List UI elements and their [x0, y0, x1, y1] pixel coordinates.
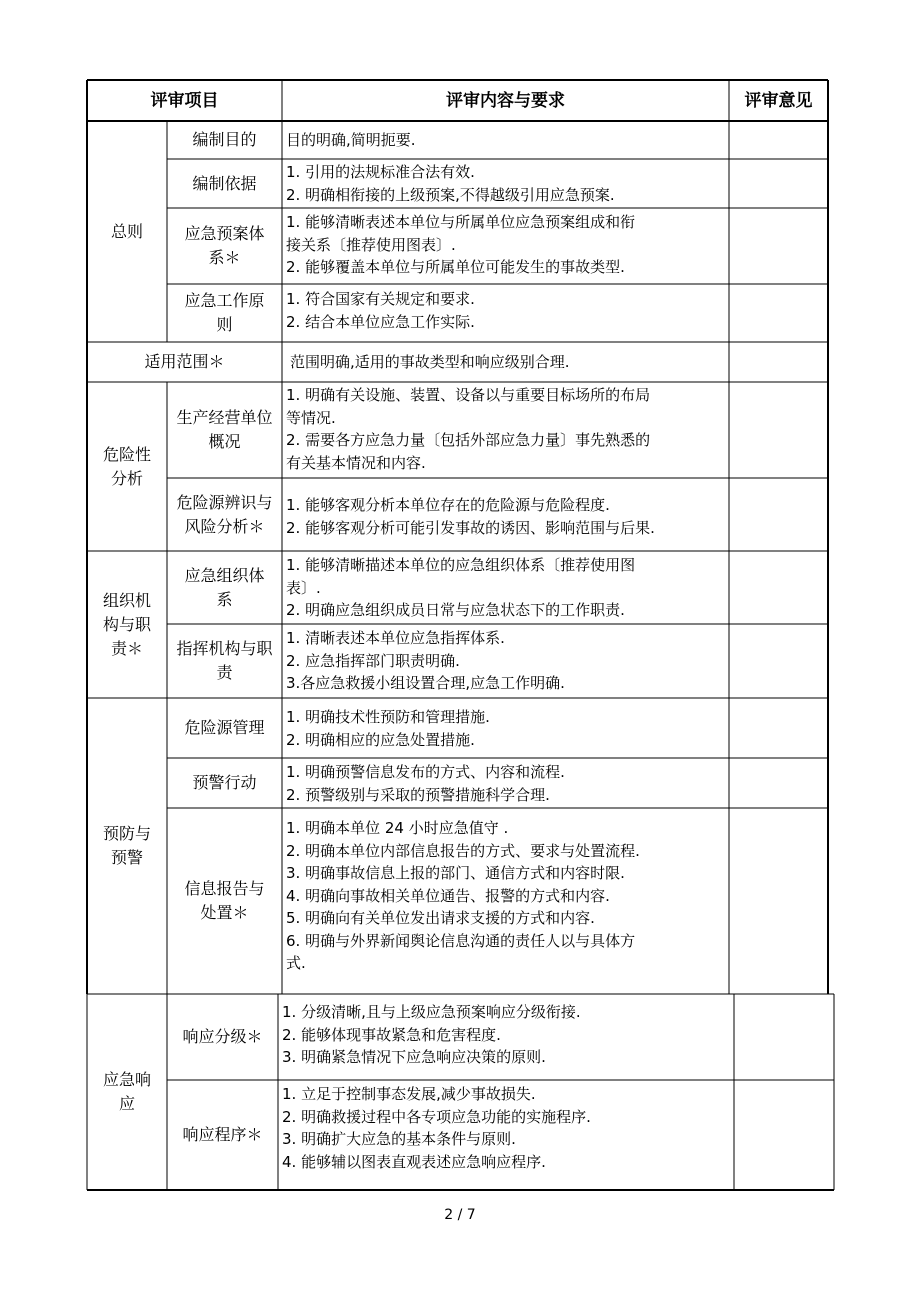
content-principle — [286, 288, 475, 333]
content-line: 3.各应急救援小组设置合理,应急工作明确. — [286, 674, 565, 692]
item-overview: 生产经营单位概况 — [176, 408, 273, 451]
content-line: 2. 明确本单位内部信息报告的方式、要求与处置流程. — [286, 841, 640, 860]
item-command: 指挥机构与职责 — [176, 639, 273, 682]
item-report: 信息报告与处置＊ — [184, 879, 265, 922]
content-line: 2. 明确救援过程中各专项应急功能的实施程序. — [282, 1107, 591, 1126]
content-line: 2. 需要各方应急力量〔包括外部应急力量〕事先熟悉的 — [286, 431, 651, 449]
section-hazard: 危险性分析 — [102, 444, 151, 488]
content-command — [286, 627, 565, 695]
content-identify — [286, 494, 655, 539]
content-orgsys — [286, 554, 635, 622]
content-line: 1. 明确有关设施、装置、设备以与重要目标场所的布局 — [286, 386, 651, 404]
content-line: 2. 明确相衔接的上级预案,不得越级引用应急预案. — [286, 185, 615, 204]
item-identify: 危险源辨识与风险分析＊ — [176, 492, 273, 536]
content-line: 3. 明确紧急情况下应急响应决策的原则. — [282, 1048, 546, 1066]
section-general: 总则 — [110, 221, 143, 241]
content-line: 目的明确,简明扼要. — [286, 131, 416, 149]
content-line: 1. 分级清晰,且与上级应急预案响应分级衔接. — [282, 1003, 581, 1021]
content-line: 1. 符合国家有关规定和要求. — [286, 290, 475, 308]
header-opinion: 评审意见 — [744, 90, 813, 111]
content-report — [286, 817, 640, 975]
item-orgsys: 应急组织体系 — [184, 565, 265, 609]
item-system: 应急预案体系＊ — [184, 224, 265, 267]
item-hzmgmt: 危险源管理 — [184, 718, 265, 737]
content-system — [286, 211, 635, 279]
page-number: 2 / 7 — [444, 1207, 476, 1223]
content-line: 1. 引用的法规标准合法有效. — [286, 163, 475, 181]
content-line: 范围明确,适用的事故类型和响应级别合理. — [290, 353, 570, 371]
content-line: 2. 结合本单位应急工作实际. — [286, 312, 475, 331]
item-procedure: 响应程序＊ — [182, 1125, 263, 1144]
item-level: 响应分级＊ — [182, 1027, 263, 1046]
content-line: 2. 应急指挥部门职责明确. — [286, 651, 460, 670]
content-overview — [286, 384, 650, 474]
content-line: 1. 清晰表述本单位应急指挥体系. — [286, 629, 505, 647]
content-line: 2. 明确相应的应急处置措施. — [286, 730, 475, 749]
item-basis: 编制依据 — [192, 173, 257, 193]
section-scope: 适用范围＊ — [144, 352, 225, 371]
content-line: 1. 能够客观分析本单位存在的危险源与危险程度. — [286, 496, 610, 514]
header-item: 评审项目 — [150, 90, 219, 111]
content-level — [282, 1001, 581, 1069]
content-line: 1. 明确预警信息发布的方式、内容和流程. — [286, 763, 565, 781]
content-procedure — [282, 1083, 591, 1173]
content-line: 3. 明确事故信息上报的部门、通信方式和内容时限. — [286, 864, 625, 882]
content-line: 等情况. — [286, 408, 336, 427]
section-response: 应急响应 — [102, 1070, 151, 1113]
content-line: 4. 能够辅以图表直观表述应急响应程序. — [282, 1152, 546, 1171]
content-line: 1. 明确技术性预防和管理措施. — [286, 708, 490, 726]
content-purpose — [286, 129, 416, 152]
content-line: 1. 能够清晰描述本单位的应急组织体系〔推荐使用图 — [286, 556, 636, 574]
content-line: 2. 能够覆盖本单位与所属单位可能发生的事故类型. — [286, 258, 625, 276]
content-line: 接关系〔推荐使用图表〕. — [286, 235, 456, 254]
content-line: 有关基本情况和内容. — [286, 453, 426, 472]
content-line: 2. 明确应急组织成员日常与应急状态下的工作职责. — [286, 601, 625, 619]
header-content: 评审内容与要求 — [446, 90, 565, 111]
content-line: 2. 预警级别与采取的预警措施科学合理. — [286, 785, 550, 804]
item-warning: 预警行动 — [192, 773, 257, 792]
content-basis — [286, 161, 615, 206]
content-scope — [290, 351, 570, 374]
section-org: 组织机构与职责＊ — [102, 590, 151, 658]
content-line: 1. 明确本单位 24 小时应急值守 . — [286, 819, 509, 837]
content-line: 表〕. — [286, 578, 321, 597]
content-line: 式. — [286, 954, 306, 972]
item-principle: 应急工作原则 — [184, 291, 265, 334]
content-line: 1. 立足于控制事态发展,减少事故损失. — [282, 1085, 536, 1103]
item-purpose: 编制目的 — [192, 130, 257, 149]
content-line: 2. 能够体现事故紧急和危害程度. — [282, 1025, 501, 1044]
content-line: 3. 明确扩大应急的基本条件与原则. — [282, 1130, 516, 1148]
content-line: 5. 明确向有关单位发出请求支援的方式和内容. — [286, 909, 595, 927]
content-warning — [286, 761, 565, 806]
content-line: 4. 明确向事故相关单位通告、报警的方式和内容. — [286, 886, 610, 905]
content-hzmgmt — [286, 706, 490, 751]
content-line: 1. 能够清晰表述本单位与所属单位应急预案组成和衔 — [286, 213, 636, 231]
content-line: 2. 能够客观分析可能引发事故的诱因、影响范围与后果. — [286, 518, 655, 537]
section-prevent: 预防与预警 — [102, 824, 151, 867]
content-line: 6. 明确与外界新闻舆论信息沟通的责任人以与具体方 — [286, 931, 636, 950]
